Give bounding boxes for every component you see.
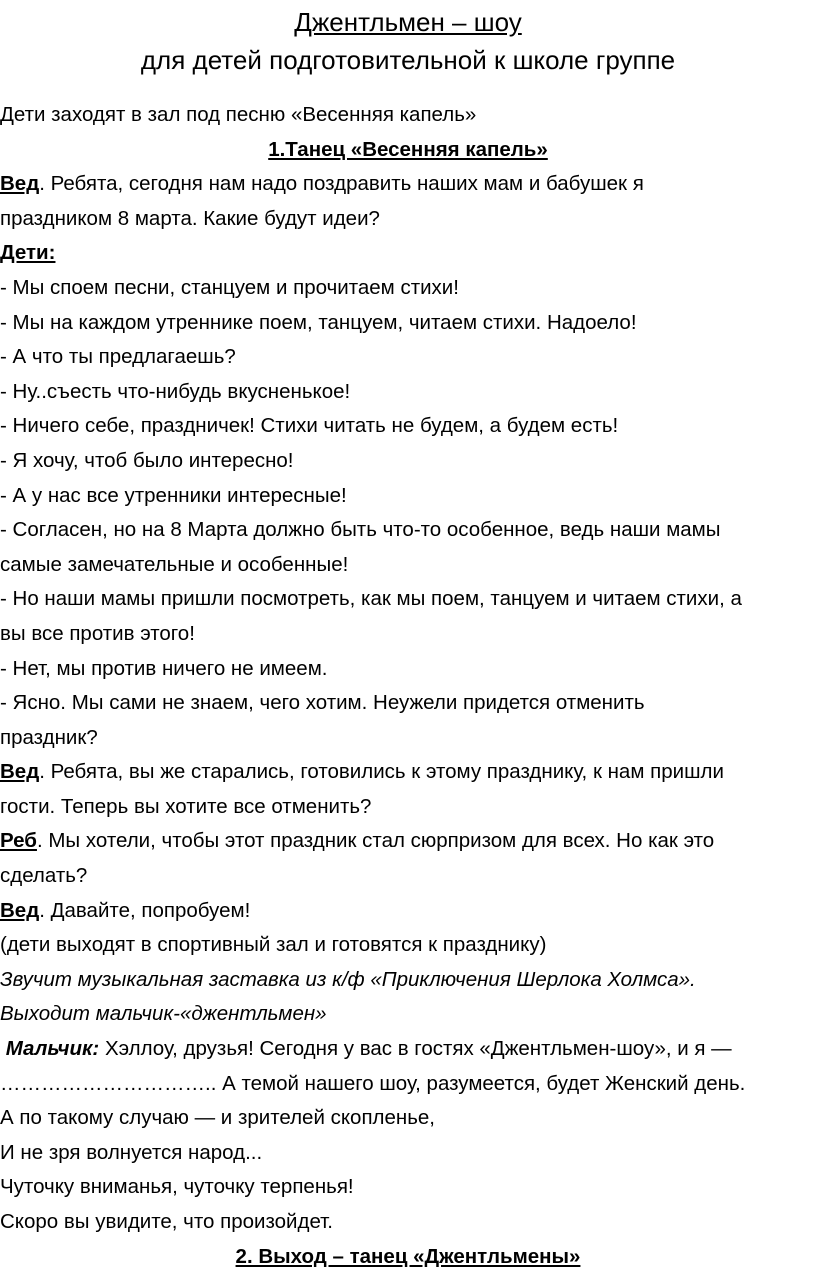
child-line: - А у нас все утренники интересные! [0,483,347,507]
reb-text: . Мы хотели, чтобы этот праздник стал сюрпризом для всех. Но как это [36,829,715,853]
poem-line: И не зря волнуется народ... [0,1140,263,1164]
speaker-ved: Вед [0,760,40,784]
child-line: самые замечательные и особенные! [0,552,349,576]
child-line: - Ну..съесть что-нибудь вкусненькое! [0,379,351,403]
child-line: - Но наши мамы пришли посмотреть, как мы поем, танцуем и читаем стихи, а [0,587,742,611]
speaker-boy: Мальчик: [5,1037,100,1061]
child-line: - Мы споем песни, станцуем и прочитаем стихи! [0,275,459,299]
child-line: - А что ты предлагаешь? [0,345,236,369]
boy-line [0,1032,816,1067]
ved-text: . Ребята, сегодня нам надо поздравить наших мам и бабушек я [39,172,644,196]
ved-line-3 [0,894,816,929]
children-label: Дети: [0,241,56,265]
child-line: - Согласен, но на 8 Марта должно быть что-то особенное, ведь наши мамы [0,518,721,542]
speaker-ved: Вед [0,172,40,196]
ved-text: . Давайте, попробуем! [39,898,251,922]
ved-line-2 [0,755,816,790]
stage-direction: (дети выходят в спортивный зал и готовятся к празднику) [0,933,547,957]
reb-line [0,824,816,859]
section1-heading: 1.Танец «Весенняя капель» [268,137,548,161]
speaker-reb: Реб [0,829,37,853]
boy-text: Хэллоу, друзья! Сегодня у вас в гостях «Джентльмен-шоу», и я — [99,1037,732,1061]
poem-line: А по такому случаю — и зрителей скопленье, [0,1106,436,1130]
reb-line-b: сделать? [0,864,88,888]
intro-line: Дети заходят в зал под песню «Весенняя капель» [0,103,477,126]
ved-line-2b: гости. Теперь вы хотите все отменить? [0,794,372,818]
music-direction: Звучит музыкальная заставка из к/ф «Приключения Шерлока Холмса». [0,967,696,991]
script-body [0,98,816,1274]
ved-line-1 [0,167,816,202]
section2-heading: 2. Выход – танец «Джентльмены» [235,1244,581,1268]
child-line: - Ясно. Мы сами не знаем, чего хотим. Неужели придется отменить [0,691,645,715]
child-line: - Ничего себе, праздничек! Стихи читать не будем, а будем есть! [0,414,619,438]
poem-line: Чуточку вниманья, чуточку терпенья! [0,1175,354,1199]
poem-line: Скоро вы увидите, что произойдет. [0,1210,333,1233]
document-subtitle: для детей подготовительной к школе группе [140,45,676,75]
speaker-ved: Вед [0,898,40,922]
document-title: Джентльмен – шоу [294,7,522,37]
ved-line-1b: праздником 8 марта. Какие будут идеи? [0,206,380,230]
ved-text: . Ребята, вы же старались, готовились к этому празднику, к нам пришли [39,760,724,784]
entrance-direction: Выходит мальчик-«джентльмен» [0,1002,327,1026]
child-line: - Мы на каждом утреннике поем, танцуем, читаем стихи. Надоело! [0,310,637,334]
child-line: праздник? [0,725,98,749]
boy-line-b: ………………………….. А темой нашего шоу, разумеется, будет Женский день. [0,1071,746,1095]
child-line: - Нет, мы против ничего не имеем. [0,656,328,680]
child-line: вы все против этого! [0,621,195,645]
child-line: - Я хочу, чтоб было интересно! [0,448,294,472]
